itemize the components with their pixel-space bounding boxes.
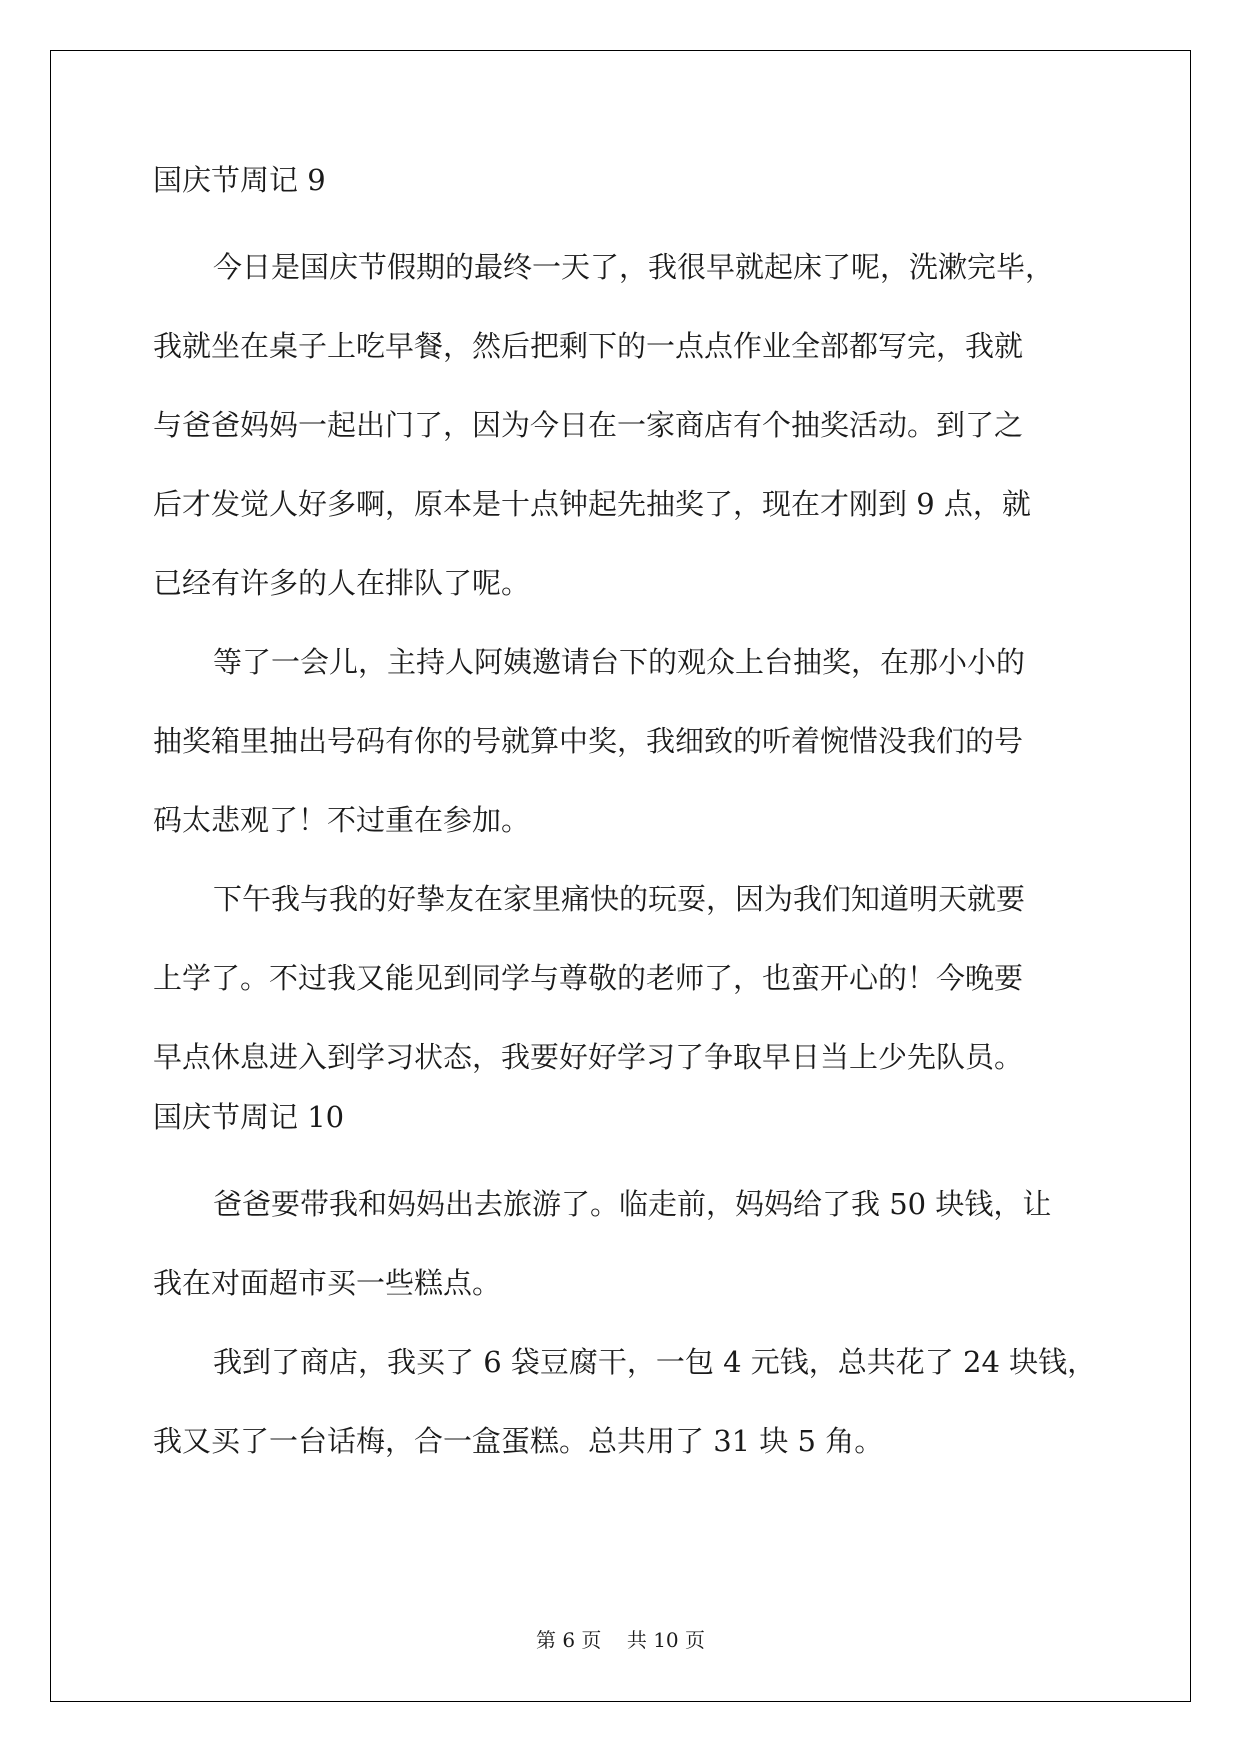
paragraph-line: 后才发觉人好多啊，原本是十点钟起先抽奖了，现在才刚到 9 点，就 [153,487,1031,521]
paragraph-line: 我到了商店，我买了 6 袋豆腐干，一包 4 元钱，总共花了 24 块钱， [213,1345,1097,1379]
paragraph-line: 下午我与我的好挚友在家里痛快的玩耍，因为我们知道明天就要 [213,882,1026,916]
paragraph-line: 码太悲观了！不过重在参加。 [153,803,531,837]
paragraph [153,623,1093,860]
page-footer: 第 6 页 共 10 页 [535,1628,706,1652]
paragraph-line: 与爸爸妈妈一起出门了，因为今日在一家商店有个抽奖活动。到了之 [153,408,1024,442]
section-heading: 国庆节周记 9 [153,163,326,197]
paragraph-line: 已经有许多的人在排队了呢。 [153,566,531,600]
paragraph-line: 我就坐在桌子上吃早餐，然后把剩下的一点点作业全部都写完，我就 [153,329,1024,363]
paragraph-line: 早点休息进入到学习状态，我要好好学习了争取早日当上少先队员。 [153,1040,1024,1074]
paragraph-line: 等了一会儿，主持人阿姨邀请台下的观众上台抽奖，在那小小的 [213,645,1026,679]
paragraph-line: 爸爸要带我和妈妈出去旅游了。临走前，妈妈给了我 50 块钱，让 [213,1187,1052,1221]
paragraph-line: 我在对面超市买一些糕点。 [153,1266,502,1300]
paragraph-line: 上学了。不过我又能见到同学与尊敬的老师了，也蛮开心的！今晚要 [153,961,1024,995]
paragraph [153,1323,1097,1481]
paragraph [153,860,1093,1097]
section-heading: 国庆节周记 10 [153,1100,345,1134]
paragraph-line: 今日是国庆节假期的最终一天了，我很早就起床了呢，洗漱完毕， [213,250,1055,284]
paragraph-line: 我又买了一台话梅，合一盒蛋糕。总共用了 31 块 5 角。 [153,1424,884,1458]
document-body [153,160,1097,1481]
paragraph-line: 抽奖箱里抽出号码有你的号就算中奖，我细致的听着惋惜没我们的号 [153,724,1024,758]
paragraph [153,1165,1093,1323]
paragraph [153,228,1093,623]
